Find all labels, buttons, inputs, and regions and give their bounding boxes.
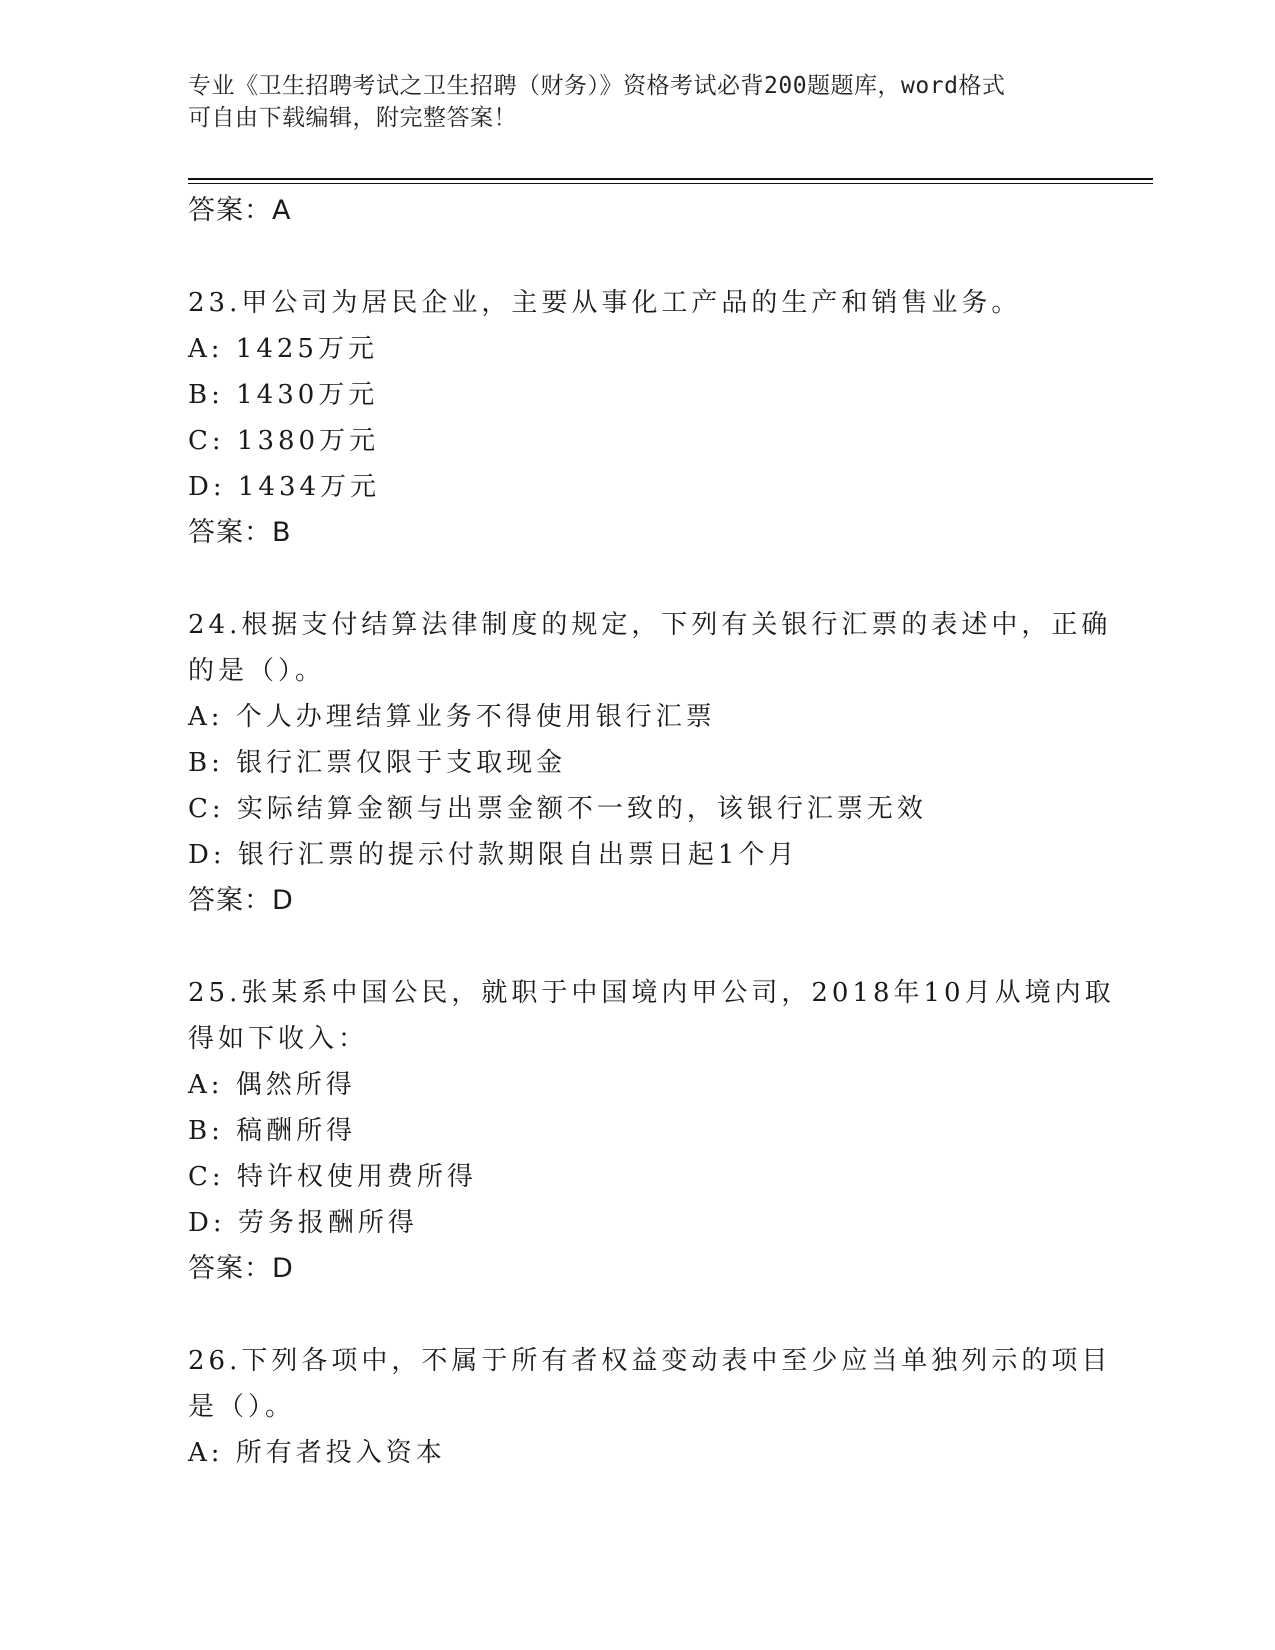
question-block-26	[188, 1338, 1112, 1476]
option-d: D: 银行汇票的提示付款期限自出票日起1个月	[188, 840, 799, 870]
question-stem-cont: 的是（）。	[188, 656, 326, 686]
option-b: B: 银行汇票仅限于支取现金	[188, 748, 567, 778]
question-stem: 24.根据支付结算法律制度的规定，下列有关银行汇票的表述中，正确	[188, 610, 1112, 640]
spacer	[188, 234, 1088, 280]
header-line-2: 可自由下载编辑，附完整答案！	[188, 105, 517, 131]
answer: 答案：B	[188, 517, 292, 548]
question-stem: 23.甲公司为居民企业，主要从事化工产品的生产和销售业务。	[188, 288, 1022, 318]
header-line-1: 专业《卫生招聘考试之卫生招聘（财务）》资格考试必背200题题库，word格式	[188, 73, 1006, 99]
previous-answer: 答案：A	[188, 195, 292, 226]
option-a: A: 偶然所得	[188, 1070, 356, 1100]
answer: 答案：D	[188, 885, 294, 916]
option-b: B: 1430万元	[188, 380, 379, 410]
option-d: D: 劳务报酬所得	[188, 1208, 418, 1238]
header-rule-thin	[188, 183, 1153, 184]
question-stem-cont: 得如下收入：	[188, 1024, 369, 1054]
question-stem: 26.下列各项中，不属于所有者权益变动表中至少应当单独列示的项目	[188, 1346, 1112, 1376]
spacer	[188, 1292, 1088, 1338]
question-block-24	[188, 602, 1112, 924]
option-d: D: 1434万元	[188, 472, 381, 502]
option-c: C: 实际结算金额与出票金额不一致的，该银行汇票无效	[188, 794, 927, 824]
option-c: C: 特许权使用费所得	[188, 1162, 477, 1192]
option-a: A: 个人办理结算业务不得使用银行汇票	[188, 702, 716, 732]
option-a: A: 1425万元	[188, 334, 378, 364]
question-block-25	[188, 970, 1115, 1292]
option-b: B: 稿酬所得	[188, 1116, 357, 1146]
answer: 答案：D	[188, 1253, 294, 1284]
option-c: C: 1380万元	[188, 426, 380, 456]
question-block-23	[188, 280, 1088, 556]
spacer	[188, 924, 1088, 970]
spacer	[188, 556, 1088, 602]
question-stem-cont: 是（）。	[188, 1392, 296, 1422]
option-a: A: 所有者投入资本	[188, 1438, 446, 1468]
header-rule	[188, 178, 1153, 180]
questions-content	[188, 188, 1115, 1476]
question-stem: 25.张某系中国公民，就职于中国境内甲公司，2018年10月从境内取	[188, 978, 1115, 1008]
document-header	[188, 70, 1068, 134]
